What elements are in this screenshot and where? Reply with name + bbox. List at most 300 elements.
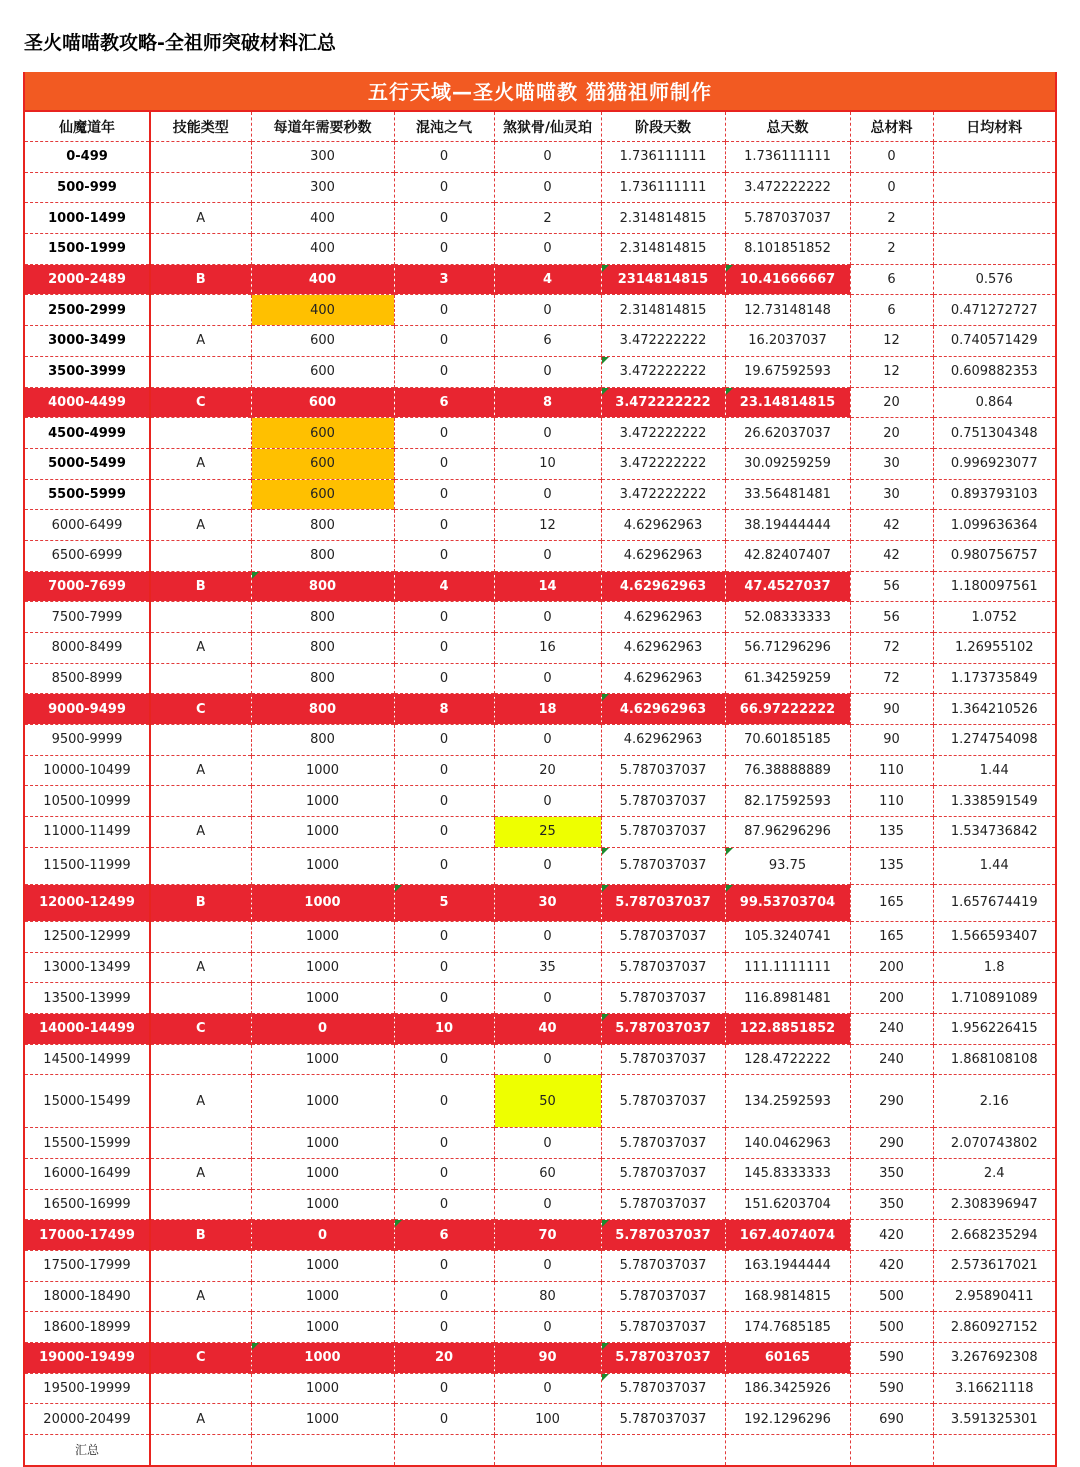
- header-cell-chaos-qi: 混沌之气: [394, 111, 494, 142]
- cell-daily-material: 0.751304348: [933, 418, 1055, 449]
- header-cell-total-material: 总材料: [850, 111, 933, 142]
- cell-seconds-per-year: 400: [251, 203, 394, 234]
- cell-seconds-per-year: 0: [251, 1220, 394, 1251]
- cell-daily-material: 1.8: [933, 952, 1055, 983]
- cell-stage-days: 5.787037037: [601, 1281, 725, 1312]
- table-row: [25, 479, 1055, 510]
- cell-seconds-per-year: 1000: [251, 983, 394, 1014]
- cell-year-range: 16500-16999: [25, 1189, 150, 1220]
- cell-stage-days: 5.787037037: [601, 786, 725, 817]
- cell-year-range: 7000-7699: [25, 571, 150, 602]
- cell-bone-amber: 70: [494, 1220, 601, 1251]
- cell-skill-type: [150, 1251, 251, 1282]
- cell-bone-amber: 8: [494, 387, 601, 418]
- cell-total-days: 16.2037037: [725, 326, 850, 357]
- cell-total-days: 61.34259259: [725, 663, 850, 694]
- cell-stage-days: 4.62962963: [601, 571, 725, 602]
- cell-total-days: 87.96296296: [725, 817, 850, 848]
- cell-bone-amber: 0: [494, 983, 601, 1014]
- cell-total-material: 56: [850, 571, 933, 602]
- cell-seconds-per-year: 1000: [251, 1158, 394, 1189]
- cell-chaos-qi: 0: [394, 921, 494, 952]
- cell-seconds-per-year: 600: [251, 479, 394, 510]
- cell-year-range: 19500-19999: [25, 1373, 150, 1404]
- cell-total-days: 33.56481481: [725, 479, 850, 510]
- cell-bone-amber: 35: [494, 952, 601, 983]
- cell-seconds-per-year: 600: [251, 448, 394, 479]
- cell-total-material: 420: [850, 1220, 933, 1251]
- cell-chaos-qi: 0: [394, 448, 494, 479]
- cell-bone-amber: [494, 1435, 601, 1465]
- header-cell-seconds-per-year: 每道年需要秒数: [251, 111, 394, 142]
- cell-total-days: 105.3240741: [725, 921, 850, 952]
- cell-year-range: 汇总: [25, 1435, 150, 1465]
- cell-total-material: 135: [850, 847, 933, 884]
- cell-total-material: 12: [850, 326, 933, 357]
- cell-bone-amber: 0: [494, 479, 601, 510]
- cell-chaos-qi: 0: [394, 142, 494, 173]
- cell-seconds-per-year: 1000: [251, 786, 394, 817]
- cell-daily-material: [933, 142, 1055, 173]
- cell-year-range: 16000-16499: [25, 1158, 150, 1189]
- cell-daily-material: 0.864: [933, 387, 1055, 418]
- cell-year-range: 8000-8499: [25, 633, 150, 664]
- cell-chaos-qi: 0: [394, 1281, 494, 1312]
- cell-skill-type: B: [150, 571, 251, 602]
- cell-skill-type: A: [150, 203, 251, 234]
- cell-total-days: 93.75: [725, 847, 850, 884]
- cell-skill-type: A: [150, 817, 251, 848]
- cell-daily-material: 1.44: [933, 847, 1055, 884]
- cell-seconds-per-year: 1000: [251, 1044, 394, 1075]
- cell-chaos-qi: 20: [394, 1343, 494, 1374]
- cell-skill-type: A: [150, 1075, 251, 1128]
- cell-stage-days: 5.787037037: [601, 884, 725, 921]
- cell-stage-days: 4.62962963: [601, 694, 725, 725]
- cell-bone-amber: 40: [494, 1013, 601, 1044]
- cell-total-days: 10.41666667: [725, 264, 850, 295]
- cell-skill-type: B: [150, 884, 251, 921]
- cell-daily-material: 2.95890411: [933, 1281, 1055, 1312]
- cell-bone-amber: 0: [494, 786, 601, 817]
- cell-total-material: 0: [850, 142, 933, 173]
- cell-daily-material: 3.591325301: [933, 1404, 1055, 1435]
- cell-bone-amber: 10: [494, 448, 601, 479]
- cell-seconds-per-year: 400: [251, 234, 394, 265]
- table-row: [25, 725, 1055, 756]
- cell-seconds-per-year: 800: [251, 694, 394, 725]
- cell-chaos-qi: 0: [394, 1075, 494, 1128]
- cell-bone-amber: 18: [494, 694, 601, 725]
- cell-year-range: 3500-3999: [25, 356, 150, 387]
- cell-total-material: 500: [850, 1312, 933, 1343]
- cell-daily-material: [933, 203, 1055, 234]
- table-row: [25, 1373, 1055, 1404]
- cell-stage-days: 5.787037037: [601, 921, 725, 952]
- cell-bone-amber: 60: [494, 1158, 601, 1189]
- table-row: [25, 418, 1055, 449]
- cell-chaos-qi: 6: [394, 387, 494, 418]
- cell-daily-material: 0.576: [933, 264, 1055, 295]
- table-row: [25, 694, 1055, 725]
- cell-bone-amber: 20: [494, 755, 601, 786]
- cell-total-days: 47.4527037: [725, 571, 850, 602]
- cell-chaos-qi: 10: [394, 1013, 494, 1044]
- cell-seconds-per-year: 1000: [251, 1404, 394, 1435]
- cell-chaos-qi: 0: [394, 356, 494, 387]
- cell-seconds-per-year: 800: [251, 510, 394, 541]
- table-row: [25, 1220, 1055, 1251]
- cell-total-material: 30: [850, 479, 933, 510]
- cell-stage-days: 5.787037037: [601, 1251, 725, 1282]
- table-row: [25, 510, 1055, 541]
- cell-year-range: 10000-10499: [25, 755, 150, 786]
- cell-seconds-per-year: 0: [251, 1013, 394, 1044]
- cell-chaos-qi: 0: [394, 847, 494, 884]
- table-row: [25, 1013, 1055, 1044]
- cell-year-range: 9000-9499: [25, 694, 150, 725]
- cell-skill-type: [150, 1128, 251, 1159]
- cell-total-material: 590: [850, 1373, 933, 1404]
- cell-bone-amber: 0: [494, 234, 601, 265]
- table-row: [25, 633, 1055, 664]
- cell-daily-material: [933, 234, 1055, 265]
- cell-total-material: 135: [850, 817, 933, 848]
- materials-table: [25, 110, 1055, 1465]
- cell-total-material: 290: [850, 1128, 933, 1159]
- cell-bone-amber: 25: [494, 817, 601, 848]
- cell-chaos-qi: 6: [394, 1220, 494, 1251]
- cell-skill-type: A: [150, 510, 251, 541]
- cell-year-range: 1000-1499: [25, 203, 150, 234]
- table-row: [25, 921, 1055, 952]
- cell-bone-amber: 4: [494, 264, 601, 295]
- cell-daily-material: 1.710891089: [933, 983, 1055, 1014]
- cell-total-days: 38.19444444: [725, 510, 850, 541]
- cell-total-material: 42: [850, 540, 933, 571]
- cell-year-range: 10500-10999: [25, 786, 150, 817]
- cell-year-range: 6500-6999: [25, 540, 150, 571]
- cell-skill-type: C: [150, 387, 251, 418]
- cell-total-material: [850, 1435, 933, 1465]
- cell-bone-amber: 16: [494, 633, 601, 664]
- cell-seconds-per-year: 800: [251, 633, 394, 664]
- cell-bone-amber: 0: [494, 356, 601, 387]
- cell-year-range: 17000-17499: [25, 1220, 150, 1251]
- cell-bone-amber: 0: [494, 847, 601, 884]
- cell-year-range: 0-499: [25, 142, 150, 173]
- cell-chaos-qi: 0: [394, 786, 494, 817]
- cell-daily-material: 2.16: [933, 1075, 1055, 1128]
- cell-chaos-qi: 0: [394, 1251, 494, 1282]
- cell-stage-days: 5.787037037: [601, 1013, 725, 1044]
- cell-daily-material: [933, 1435, 1055, 1465]
- cell-daily-material: 0.980756757: [933, 540, 1055, 571]
- table-row: [25, 1158, 1055, 1189]
- cell-stage-days: 3.472222222: [601, 448, 725, 479]
- cell-seconds-per-year: 1000: [251, 1189, 394, 1220]
- cell-total-material: 90: [850, 694, 933, 725]
- cell-skill-type: [150, 418, 251, 449]
- cell-year-range: 14000-14499: [25, 1013, 150, 1044]
- table-row: [25, 1404, 1055, 1435]
- cell-year-range: 4500-4999: [25, 418, 150, 449]
- cell-chaos-qi: 0: [394, 418, 494, 449]
- cell-skill-type: A: [150, 633, 251, 664]
- cell-total-days: 111.1111111: [725, 952, 850, 983]
- cell-stage-days: 3.472222222: [601, 387, 725, 418]
- cell-stage-days: 5.787037037: [601, 1189, 725, 1220]
- table-row: [25, 1075, 1055, 1128]
- cell-chaos-qi: 3: [394, 264, 494, 295]
- cell-skill-type: A: [150, 1281, 251, 1312]
- cell-seconds-per-year: 1000: [251, 884, 394, 921]
- cell-stage-days: 5.787037037: [601, 1220, 725, 1251]
- cell-year-range: 12000-12499: [25, 884, 150, 921]
- cell-chaos-qi: 0: [394, 633, 494, 664]
- cell-total-days: 134.2592593: [725, 1075, 850, 1128]
- page-title: 圣火喵喵教攻略-全祖师突破材料汇总: [24, 32, 336, 54]
- table-row: [25, 1281, 1055, 1312]
- cell-year-range: 20000-20499: [25, 1404, 150, 1435]
- cell-total-days: 186.3425926: [725, 1373, 850, 1404]
- header-cell-stage-days: 阶段天数: [601, 111, 725, 142]
- cell-bone-amber: 6: [494, 326, 601, 357]
- cell-daily-material: 0.471272727: [933, 295, 1055, 326]
- cell-year-range: 19000-19499: [25, 1343, 150, 1374]
- cell-skill-type: A: [150, 1404, 251, 1435]
- cell-daily-material: 1.099636364: [933, 510, 1055, 541]
- cell-total-days: 192.1296296: [725, 1404, 850, 1435]
- cell-daily-material: 1.364210526: [933, 694, 1055, 725]
- table-row: [25, 1044, 1055, 1075]
- cell-skill-type: A: [150, 448, 251, 479]
- cell-chaos-qi: 5: [394, 884, 494, 921]
- cell-total-material: 690: [850, 1404, 933, 1435]
- cell-skill-type: C: [150, 694, 251, 725]
- cell-stage-days: 4.62962963: [601, 633, 725, 664]
- cell-chaos-qi: 0: [394, 1128, 494, 1159]
- cell-chaos-qi: 0: [394, 1189, 494, 1220]
- cell-stage-days: 5.787037037: [601, 1044, 725, 1075]
- cell-total-material: 240: [850, 1044, 933, 1075]
- cell-bone-amber: 80: [494, 1281, 601, 1312]
- cell-seconds-per-year: 1000: [251, 847, 394, 884]
- table-row: [25, 1312, 1055, 1343]
- cell-bone-amber: 0: [494, 1373, 601, 1404]
- cell-total-days: 1.736111111: [725, 142, 850, 173]
- cell-daily-material: 1.44: [933, 755, 1055, 786]
- cell-bone-amber: 12: [494, 510, 601, 541]
- cell-year-range: 18600-18999: [25, 1312, 150, 1343]
- cell-skill-type: [150, 921, 251, 952]
- cell-total-days: 122.8851852: [725, 1013, 850, 1044]
- cell-total-days: 82.17592593: [725, 786, 850, 817]
- cell-chaos-qi: 0: [394, 663, 494, 694]
- cell-skill-type: A: [150, 755, 251, 786]
- breakthrough-materials-sheet: [23, 72, 1057, 1467]
- header-cell-skill-type: 技能类型: [150, 111, 251, 142]
- cell-seconds-per-year: 600: [251, 356, 394, 387]
- cell-bone-amber: 0: [494, 295, 601, 326]
- cell-total-days: 168.9814815: [725, 1281, 850, 1312]
- cell-seconds-per-year: 800: [251, 602, 394, 633]
- cell-bone-amber: 90: [494, 1343, 601, 1374]
- cell-total-days: 174.7685185: [725, 1312, 850, 1343]
- cell-bone-amber: 0: [494, 725, 601, 756]
- cell-total-material: 90: [850, 725, 933, 756]
- cell-chaos-qi: 0: [394, 602, 494, 633]
- cell-year-range: 11000-11499: [25, 817, 150, 848]
- cell-seconds-per-year: 300: [251, 142, 394, 173]
- cell-total-days: 70.60185185: [725, 725, 850, 756]
- table-row: [25, 1251, 1055, 1282]
- cell-total-days: 26.62037037: [725, 418, 850, 449]
- cell-total-material: 165: [850, 884, 933, 921]
- cell-total-days: 76.38888889: [725, 755, 850, 786]
- cell-year-range: 3000-3499: [25, 326, 150, 357]
- cell-bone-amber: 30: [494, 884, 601, 921]
- header-cell-daily-material: 日均材料: [933, 111, 1055, 142]
- cell-stage-days: 2314814815: [601, 264, 725, 295]
- cell-bone-amber: 50: [494, 1075, 601, 1128]
- cell-year-range: 8500-8999: [25, 663, 150, 694]
- cell-seconds-per-year: 1000: [251, 817, 394, 848]
- cell-total-material: 240: [850, 1013, 933, 1044]
- cell-skill-type: [150, 540, 251, 571]
- cell-total-material: 350: [850, 1189, 933, 1220]
- cell-total-material: 0: [850, 172, 933, 203]
- cell-stage-days: 4.62962963: [601, 663, 725, 694]
- cell-total-days: 128.4722222: [725, 1044, 850, 1075]
- cell-stage-days: 5.787037037: [601, 983, 725, 1014]
- cell-skill-type: [150, 983, 251, 1014]
- cell-year-range: 17500-17999: [25, 1251, 150, 1282]
- cell-daily-material: 0.740571429: [933, 326, 1055, 357]
- cell-seconds-per-year: [251, 1435, 394, 1465]
- cell-year-range: 14500-14999: [25, 1044, 150, 1075]
- table-row: [25, 540, 1055, 571]
- table-row: [25, 326, 1055, 357]
- cell-chaos-qi: 8: [394, 694, 494, 725]
- cell-bone-amber: 14: [494, 571, 601, 602]
- cell-seconds-per-year: 600: [251, 326, 394, 357]
- cell-skill-type: [150, 847, 251, 884]
- cell-total-days: 56.71296296: [725, 633, 850, 664]
- cell-chaos-qi: 4: [394, 571, 494, 602]
- cell-total-days: 5.787037037: [725, 203, 850, 234]
- table-row: [25, 952, 1055, 983]
- cell-skill-type: A: [150, 952, 251, 983]
- cell-stage-days: 4.62962963: [601, 510, 725, 541]
- header-cell-year-range: 仙魔道年: [25, 111, 150, 142]
- cell-chaos-qi: 0: [394, 1312, 494, 1343]
- cell-skill-type: [150, 1044, 251, 1075]
- cell-seconds-per-year: 400: [251, 264, 394, 295]
- cell-chaos-qi: 0: [394, 172, 494, 203]
- cell-skill-type: [150, 142, 251, 173]
- cell-daily-material: 3.16621118: [933, 1373, 1055, 1404]
- cell-chaos-qi: 0: [394, 1404, 494, 1435]
- cell-total-material: 500: [850, 1281, 933, 1312]
- cell-stage-days: 5.787037037: [601, 1075, 725, 1128]
- cell-year-range: 15500-15999: [25, 1128, 150, 1159]
- table-row: [25, 884, 1055, 921]
- cell-total-material: 30: [850, 448, 933, 479]
- cell-daily-material: 1.534736842: [933, 817, 1055, 848]
- cell-stage-days: 4.62962963: [601, 540, 725, 571]
- cell-total-days: 52.08333333: [725, 602, 850, 633]
- cell-seconds-per-year: 800: [251, 540, 394, 571]
- cell-daily-material: 1.26955102: [933, 633, 1055, 664]
- cell-year-range: 500-999: [25, 172, 150, 203]
- cell-total-material: 72: [850, 663, 933, 694]
- header-cell-total-days: 总天数: [725, 111, 850, 142]
- cell-year-range: 2000-2489: [25, 264, 150, 295]
- cell-chaos-qi: 0: [394, 1158, 494, 1189]
- cell-total-material: 12: [850, 356, 933, 387]
- cell-chaos-qi: 0: [394, 983, 494, 1014]
- cell-total-material: 2: [850, 203, 933, 234]
- cell-seconds-per-year: 1000: [251, 1281, 394, 1312]
- cell-total-material: 110: [850, 786, 933, 817]
- cell-skill-type: A: [150, 1158, 251, 1189]
- cell-chaos-qi: 0: [394, 295, 494, 326]
- cell-total-material: 72: [850, 633, 933, 664]
- cell-skill-type: C: [150, 1013, 251, 1044]
- cell-stage-days: 4.62962963: [601, 725, 725, 756]
- cell-seconds-per-year: 1000: [251, 921, 394, 952]
- cell-chaos-qi: [394, 1435, 494, 1465]
- cell-skill-type: [150, 663, 251, 694]
- cell-year-range: 15000-15499: [25, 1075, 150, 1128]
- cell-skill-type: [150, 1373, 251, 1404]
- table-row: [25, 817, 1055, 848]
- cell-total-days: 116.8981481: [725, 983, 850, 1014]
- cell-total-material: 42: [850, 510, 933, 541]
- cell-total-material: 6: [850, 264, 933, 295]
- cell-stage-days: 5.787037037: [601, 1158, 725, 1189]
- cell-total-days: 66.97222222: [725, 694, 850, 725]
- table-row: [25, 847, 1055, 884]
- cell-total-material: 350: [850, 1158, 933, 1189]
- cell-total-days: 145.8333333: [725, 1158, 850, 1189]
- cell-seconds-per-year: 800: [251, 663, 394, 694]
- cell-skill-type: B: [150, 264, 251, 295]
- cell-seconds-per-year: 1000: [251, 1312, 394, 1343]
- cell-chaos-qi: 0: [394, 540, 494, 571]
- cell-bone-amber: 0: [494, 540, 601, 571]
- cell-daily-material: 1.0752: [933, 602, 1055, 633]
- cell-skill-type: [150, 786, 251, 817]
- cell-year-range: 13000-13499: [25, 952, 150, 983]
- header-cell-bone-amber: 煞狱骨/仙灵珀: [494, 111, 601, 142]
- cell-chaos-qi: 0: [394, 234, 494, 265]
- cell-total-days: 8.101851852: [725, 234, 850, 265]
- cell-seconds-per-year: 1000: [251, 1075, 394, 1128]
- cell-year-range: 18000-18490: [25, 1281, 150, 1312]
- cell-skill-type: [150, 479, 251, 510]
- cell-chaos-qi: 0: [394, 326, 494, 357]
- cell-daily-material: 1.657674419: [933, 884, 1055, 921]
- cell-skill-type: [150, 356, 251, 387]
- cell-bone-amber: 0: [494, 1251, 601, 1282]
- cell-daily-material: 3.267692308: [933, 1343, 1055, 1374]
- table-row: [25, 203, 1055, 234]
- table-row: [25, 1343, 1055, 1374]
- cell-daily-material: 0.893793103: [933, 479, 1055, 510]
- cell-skill-type: C: [150, 1343, 251, 1374]
